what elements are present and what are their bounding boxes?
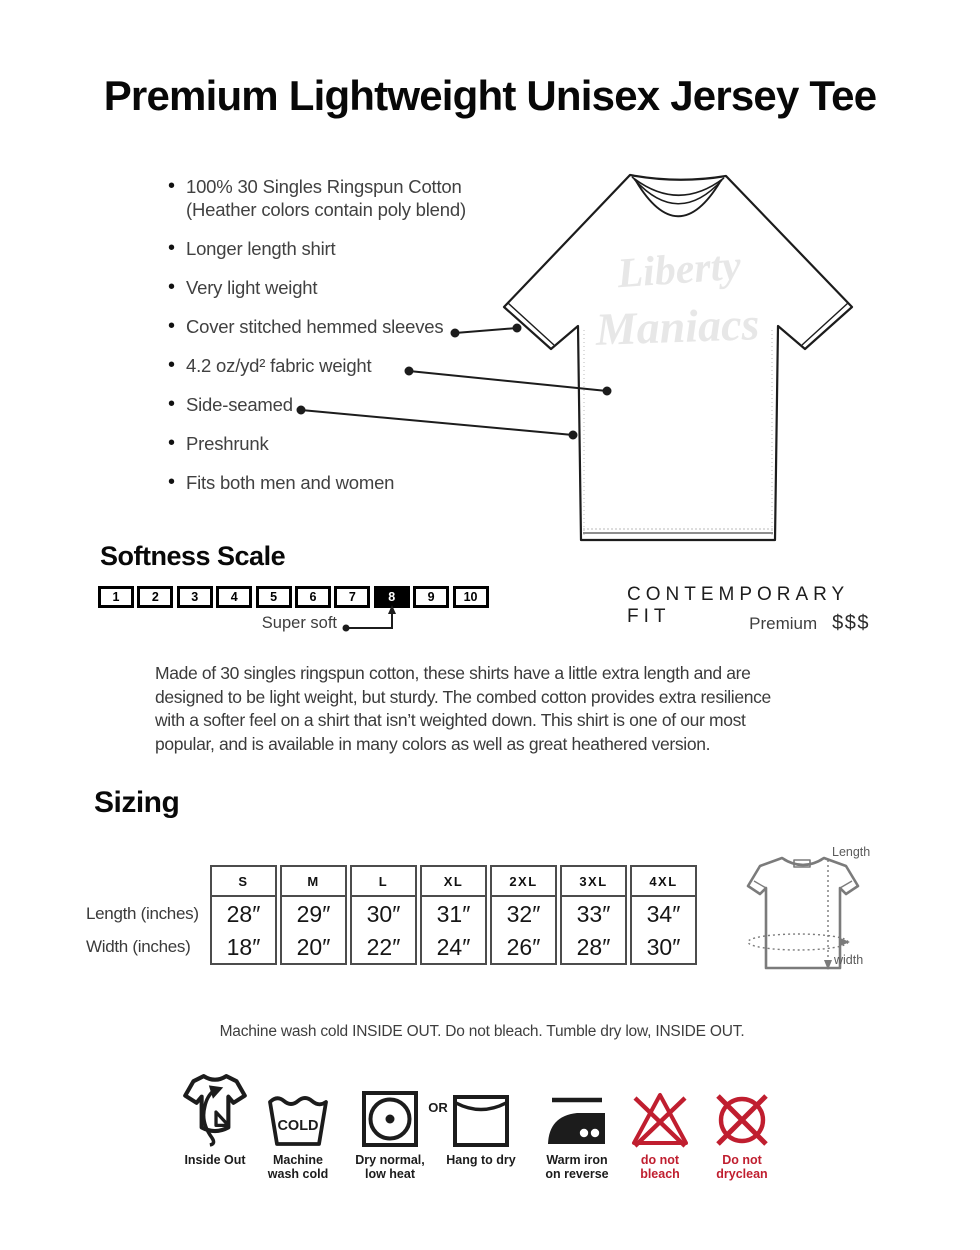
size-column <box>350 865 417 965</box>
care-label: wash cold <box>267 1167 329 1181</box>
care-label: low heat <box>364 1167 415 1181</box>
size-column <box>280 865 347 965</box>
feature-text: • Cover stitched hemmed sleeves <box>186 315 444 337</box>
width-measure-ellipse <box>748 934 848 950</box>
length-value: 29″ <box>296 901 331 927</box>
width-value: 26″ <box>506 934 541 960</box>
width-row-label: Width (inches) <box>86 937 191 956</box>
super-soft-arrow <box>337 603 401 635</box>
tshirt-illustration <box>488 158 868 558</box>
description <box>155 662 855 757</box>
or-label: OR <box>428 1100 448 1115</box>
length-value: 28″ <box>226 901 261 927</box>
feature-text: • 4.2 oz/yd² fabric weight <box>186 354 372 376</box>
width-value: 30″ <box>646 934 681 960</box>
feature-item <box>186 316 516 339</box>
inside-out-icon <box>182 1072 248 1148</box>
care-label: Dry normal, <box>355 1153 425 1167</box>
size-column <box>210 865 277 965</box>
softness-scale-box: 6 <box>295 586 331 608</box>
care-label: Warm iron <box>546 1153 608 1167</box>
softness-scale-box: 1 <box>98 586 134 608</box>
feature-item <box>186 394 516 417</box>
tshirt-outline <box>504 175 852 540</box>
feature-text: • Very light weight <box>186 276 318 298</box>
care-instructions: Machine wash cold INSIDE OUT. Do not bleach. Tumble dry low, INSIDE OUT. <box>219 1023 745 1040</box>
length-measure-label: Length <box>832 845 871 859</box>
softness-scale-heading: Softness Scale <box>100 541 286 571</box>
size-header: 4XL <box>632 867 695 897</box>
size-header: XL <box>422 867 485 897</box>
size-header: L <box>352 867 415 897</box>
care-label: do not <box>640 1153 680 1167</box>
softness-scale-box: 9 <box>413 586 449 608</box>
ghost-logo-line1: Liberty <box>615 242 743 298</box>
iron-reverse-icon <box>546 1096 608 1148</box>
fit-label: CONTEMPORARY FIT <box>627 584 849 627</box>
care-label: Hang to dry <box>446 1153 516 1167</box>
fit-tier: Premium <box>749 614 818 633</box>
do-not-dryclean-icon <box>711 1090 773 1148</box>
width-value: 22″ <box>366 934 401 960</box>
measurement-diagram <box>722 838 882 983</box>
fit-sub <box>627 612 870 635</box>
size-header: 3XL <box>562 867 625 897</box>
length-value: 31″ <box>436 901 471 927</box>
softness-scale-box: 8 <box>374 586 410 608</box>
length-value: 34″ <box>646 901 681 927</box>
length-value: 32″ <box>506 901 541 927</box>
width-value: 20″ <box>296 934 331 960</box>
care-label: on reverse <box>545 1167 609 1181</box>
feature-item <box>186 176 516 221</box>
feature-item <box>186 355 516 378</box>
width-value: 18″ <box>226 934 261 960</box>
svg-text:COLD: COLD <box>277 1118 319 1134</box>
feature-text: • Side-seamed <box>186 393 293 415</box>
tumble-dry-low-icon <box>361 1090 419 1148</box>
description-line: popular, and is available in many colors as well as great heathered version. <box>155 734 711 755</box>
size-header: 2XL <box>492 867 555 897</box>
length-row-label: Length (inches) <box>86 904 199 923</box>
softness-scale <box>98 586 489 608</box>
softness-scale-box: 10 <box>453 586 489 608</box>
description-line: Made of 30 singles ringspun cotton, these shirts have a little extra length and are <box>155 663 751 683</box>
size-column <box>490 865 557 965</box>
size-column <box>420 865 487 965</box>
feature-item <box>186 433 516 456</box>
care-label: dryclean <box>716 1167 768 1181</box>
machine-wash-cold-icon <box>268 1094 328 1148</box>
sizing-heading: Sizing <box>94 786 180 819</box>
care-label: Machine <box>272 1153 323 1167</box>
feature-item <box>186 472 516 495</box>
size-column <box>560 865 627 965</box>
feature-text: (Heather colors contain poly blend) <box>186 198 466 220</box>
description-line: designed to be light weight, but sturdy. The combed cotton provides extra resilience <box>155 686 771 707</box>
softness-scale-box: 5 <box>256 586 292 608</box>
softness-scale-box: 2 <box>137 586 173 608</box>
size-column <box>630 865 697 965</box>
care-item <box>687 1072 797 1181</box>
care-item <box>426 1072 536 1167</box>
hang-to-dry-icon <box>452 1094 510 1148</box>
softness-scale-box: 7 <box>334 586 370 608</box>
width-value: 24″ <box>436 934 471 960</box>
feature-text: • Longer length shirt <box>186 237 336 259</box>
care-label: bleach <box>640 1167 680 1181</box>
softness-scale-box: 3 <box>177 586 213 608</box>
feature-list <box>186 176 516 511</box>
width-value: 28″ <box>576 934 611 960</box>
care-label: Do not <box>722 1153 762 1167</box>
super-soft-label: Super soft <box>261 614 337 632</box>
fit-price: $$$ <box>832 612 870 634</box>
care-label: Inside Out <box>184 1153 246 1167</box>
page-title: Premium Lightweight Unisex Jersey Tee <box>103 72 877 119</box>
feature-item <box>186 238 516 261</box>
length-value: 30″ <box>366 901 401 927</box>
feature-text: • Preshrunk <box>186 432 269 454</box>
ghost-logo-line2: Maniacs <box>594 298 761 355</box>
size-header: S <box>212 867 275 897</box>
feature-text: • Fits both men and women <box>186 471 395 493</box>
description-line: with a softer feel on a shirt that isn’t weighted down. This shirt is one of our most <box>155 710 746 731</box>
width-measure-label: width <box>834 953 864 967</box>
feature-item <box>186 277 516 300</box>
length-value: 33″ <box>576 901 611 927</box>
size-header: M <box>282 867 345 897</box>
softness-scale-box: 4 <box>216 586 252 608</box>
feature-text: • 100% 30 Singles Ringspun Cotton <box>186 176 462 197</box>
do-not-bleach-icon <box>629 1090 691 1148</box>
